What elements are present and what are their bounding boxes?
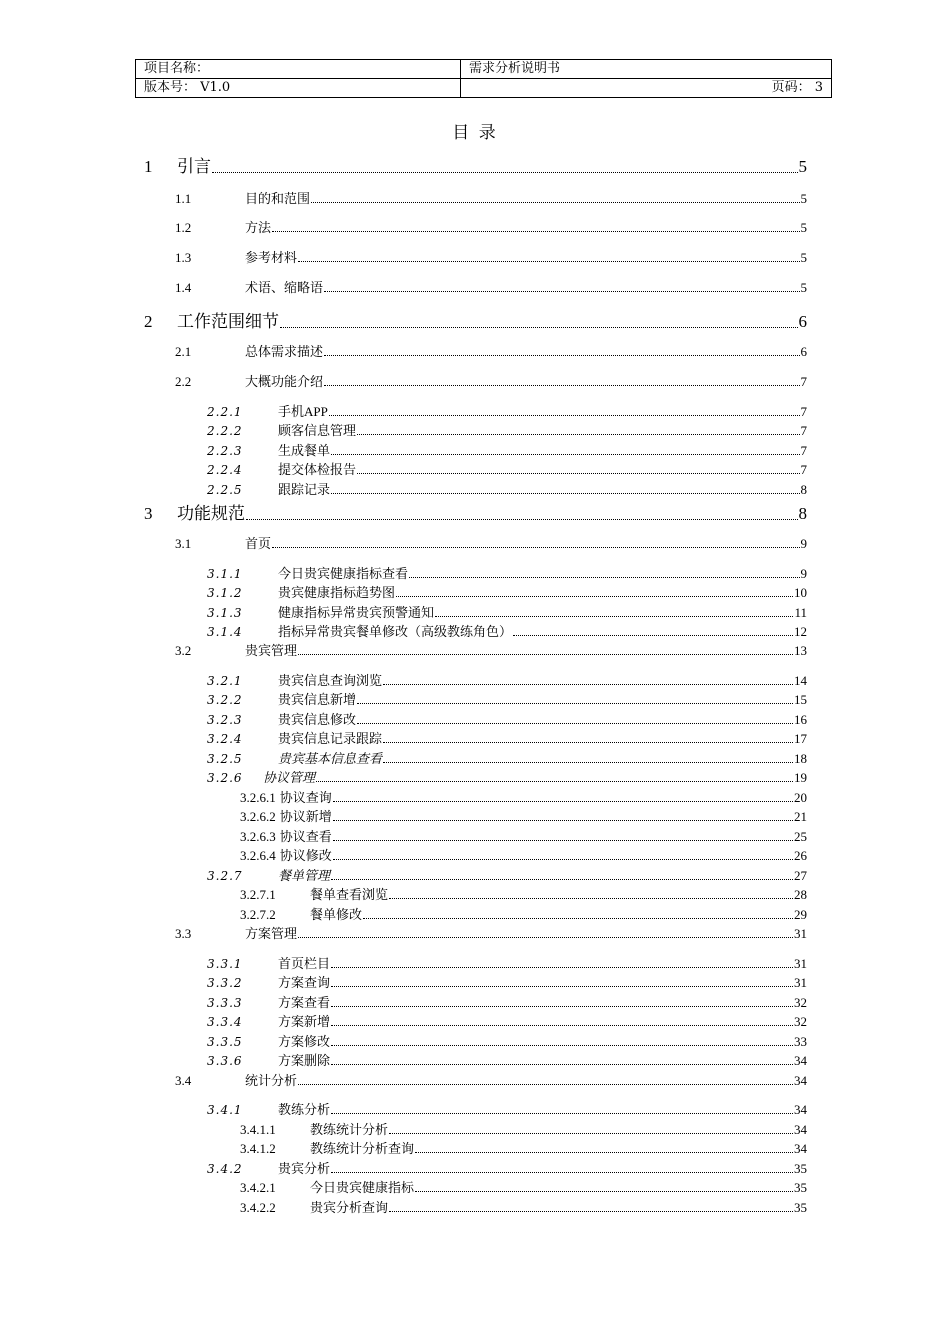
toc-leader-dots <box>331 1113 793 1114</box>
toc-leader-dots <box>324 355 799 356</box>
toc-leader-dots <box>316 781 793 782</box>
toc-leader-dots <box>333 859 793 860</box>
toc-entry[interactable] <box>207 689 807 708</box>
toc-leader-dots <box>298 654 793 655</box>
toc-entry-page: 5 <box>800 220 807 235</box>
toc-leader-dots <box>324 291 799 292</box>
toc-entry-number: 3.3 <box>175 926 192 941</box>
toc-leader-dots <box>333 801 793 802</box>
toc-entry-title: 贵宾信息新增 <box>278 692 357 707</box>
toc-entry-page: 26 <box>794 848 807 863</box>
toc-entry[interactable] <box>175 923 807 942</box>
toc-entry-page: 33 <box>794 1034 807 1049</box>
toc-leader-dots <box>383 684 793 685</box>
toc-entry-number: 3.3.6 <box>207 1054 243 1068</box>
toc-entry-title: 贵宾信息查询浏览 <box>278 673 383 688</box>
toc-leader-dots <box>331 879 793 880</box>
toc-leader-dots <box>298 937 793 938</box>
toc-entry-title: 贵宾基本信息查看 <box>278 751 383 766</box>
toc-leader-dots <box>415 1152 793 1153</box>
toc-entry[interactable] <box>207 1031 807 1050</box>
toc-entry-number: 3.4.2 <box>207 1162 243 1176</box>
toc-entry-number: 2.1 <box>175 344 192 359</box>
toc-entry-title: 贵宾信息记录跟踪 <box>278 731 383 746</box>
toc-entry-title: 教练统计分析 <box>310 1122 389 1137</box>
toc-entry-number: 1.4 <box>175 280 192 295</box>
toc-entry-number: 3.4.2.2 <box>240 1200 276 1215</box>
toc-entry[interactable] <box>207 582 807 601</box>
toc-leader-dots <box>331 986 793 987</box>
toc-entry-page: 31 <box>794 956 807 971</box>
toc-entry-title: 贵宾信息修改 <box>278 712 357 727</box>
toc-entry[interactable] <box>240 904 807 923</box>
toc-entry-page: 7 <box>800 462 807 477</box>
toc-entry[interactable] <box>175 533 807 552</box>
toc-entry-title: 方法 <box>245 220 272 235</box>
toc-title: 目 录 <box>452 123 498 143</box>
toc-entry-page: 14 <box>794 673 807 688</box>
toc-entry[interactable] <box>207 440 807 459</box>
toc-entry[interactable] <box>207 953 807 972</box>
toc-entry[interactable] <box>207 602 807 621</box>
toc-entry-page: 21 <box>794 809 807 824</box>
toc-entry-page: 11 <box>794 605 807 620</box>
toc-entry-page: 32 <box>794 1014 807 1029</box>
toc-leader-dots <box>324 385 799 386</box>
toc-leader-dots <box>331 1025 793 1026</box>
toc-entry-page: 7 <box>800 443 807 458</box>
toc-entry[interactable] <box>207 1011 807 1030</box>
page-number-label: 页码： 3 <box>461 79 832 98</box>
toc-entry-title: 引言 <box>177 157 211 176</box>
toc-leader-dots <box>331 454 799 455</box>
toc-entry[interactable] <box>207 479 807 498</box>
toc-entry-title: 统计分析 <box>245 1073 298 1088</box>
toc-leader-dots <box>333 840 793 841</box>
toc-leader-dots <box>396 596 793 597</box>
toc-entry-number: 3.2.7.2 <box>240 907 276 922</box>
toc-entry-page: 6 <box>798 312 807 331</box>
toc-entry[interactable] <box>175 640 807 659</box>
toc-entry-title: 餐单修改 <box>310 907 363 922</box>
toc-entry-title: 功能规范 <box>177 504 245 523</box>
toc-leader-dots <box>212 172 798 173</box>
toc-entry-title: 贵宾分析 <box>278 1161 331 1176</box>
toc-entry[interactable] <box>144 499 807 524</box>
toc-entry-number: 3.3.3 <box>207 996 243 1010</box>
toc-entry-page: 34 <box>794 1053 807 1068</box>
toc-entry-number: 3.1.2 <box>207 586 243 600</box>
toc-entry[interactable] <box>207 459 807 478</box>
toc-entry[interactable] <box>175 277 807 296</box>
toc-entry-number: 3.4.1.2 <box>240 1141 276 1156</box>
toc-leader-dots <box>513 635 793 636</box>
toc-entry-number: 3.2.3 <box>207 713 243 727</box>
toc-entry-title: 教练统计分析查询 <box>310 1141 415 1156</box>
toc-entry-page: 32 <box>794 995 807 1010</box>
toc-entry-page: 7 <box>800 404 807 419</box>
toc-entry[interactable] <box>240 1119 807 1138</box>
toc-leader-dots <box>333 820 793 821</box>
toc-entry-page: 20 <box>794 790 807 805</box>
toc-entry[interactable] <box>207 767 807 786</box>
toc-leader-dots <box>280 327 798 328</box>
toc-entry-number: 3.2.7 <box>207 869 243 883</box>
toc-entry-page: 10 <box>794 585 807 600</box>
toc-entry-number: 3.2.6.4 <box>240 848 276 863</box>
toc-entry-page: 7 <box>800 374 807 389</box>
toc-entry-page: 27 <box>794 868 807 883</box>
toc-entry-title: 首页 <box>245 536 272 551</box>
toc-leader-dots <box>389 898 793 899</box>
toc-entry-number: 3.1.4 <box>207 625 243 639</box>
toc-entry-page: 31 <box>794 975 807 990</box>
toc-entry-number: 3.1.1 <box>207 567 243 581</box>
toc-entry-number: 1.3 <box>175 250 192 265</box>
toc-entry-number: 2.2.2 <box>207 424 243 438</box>
toc-entry[interactable] <box>144 307 807 332</box>
toc-entry[interactable] <box>175 247 807 266</box>
toc-entry[interactable] <box>207 972 807 991</box>
toc-entry[interactable] <box>207 670 807 689</box>
toc-entry[interactable] <box>207 621 807 640</box>
toc-leader-dots <box>357 703 793 704</box>
toc-entry-title: 目的和范围 <box>245 191 311 206</box>
toc-entry[interactable] <box>207 748 807 767</box>
toc-entry-number: 1.2 <box>175 220 192 235</box>
toc-entry-number: 3.2.5 <box>207 752 243 766</box>
toc-leader-dots <box>331 1045 793 1046</box>
toc-leader-dots <box>389 1211 793 1212</box>
toc-entry-title: 手机APP <box>278 404 328 419</box>
toc-entry-page: 35 <box>794 1161 807 1176</box>
toc-entry[interactable] <box>240 787 807 806</box>
version-label: 版本号： V1.0 <box>136 79 461 98</box>
toc-entry-number: 3.3.2 <box>207 976 243 990</box>
toc-entry-title: 餐单查看浏览 <box>310 887 389 902</box>
toc-entry-page: 19 <box>794 770 807 785</box>
toc-leader-dots <box>415 1191 793 1192</box>
toc-entry-title: 方案新增 <box>278 1014 331 1029</box>
toc-entry-title: 协议查询 <box>279 790 332 805</box>
toc-leader-dots <box>246 519 798 520</box>
toc-entry[interactable] <box>207 992 807 1011</box>
toc-leader-dots <box>272 547 799 548</box>
toc-entry-page: 5 <box>800 280 807 295</box>
toc-entry[interactable] <box>175 1070 807 1089</box>
toc-entry-number: 3.2.6 <box>207 771 243 785</box>
toc-entry[interactable] <box>240 806 807 825</box>
toc-entry-number: 2.2.3 <box>207 444 243 458</box>
toc-entry-number: 3.2.6.3 <box>240 829 276 844</box>
toc-entry-title: 总体需求描述 <box>245 344 324 359</box>
toc-entry-page: 7 <box>800 423 807 438</box>
toc-entry-number: 3.2 <box>175 643 192 658</box>
toc-entry[interactable] <box>175 341 807 360</box>
toc-entry-page: 5 <box>800 250 807 265</box>
toc-leader-dots <box>298 261 799 262</box>
toc-entry-page: 12 <box>794 624 807 639</box>
toc-entry-page: 34 <box>794 1073 807 1088</box>
toc-entry-page: 5 <box>800 191 807 206</box>
toc-entry-title: 参考材料 <box>245 250 298 265</box>
toc-entry[interactable] <box>144 152 807 177</box>
toc-entry-title: 今日贵宾健康指标查看 <box>278 566 409 581</box>
toc-entry-page: 28 <box>794 887 807 902</box>
toc-entry-page: 34 <box>794 1122 807 1137</box>
toc-entry-title: 方案删除 <box>278 1053 331 1068</box>
toc-entry-title: 协议修改 <box>279 848 332 863</box>
toc-entry-page: 15 <box>794 692 807 707</box>
toc-leader-dots <box>383 742 793 743</box>
toc-leader-dots <box>409 577 799 578</box>
toc-entry[interactable] <box>240 826 807 845</box>
toc-entry-number: 3.3.1 <box>207 957 243 971</box>
toc-leader-dots <box>272 231 799 232</box>
toc-entry-page: 16 <box>794 712 807 727</box>
toc-entry-number: 3.2.6.2 <box>240 809 276 824</box>
toc-entry[interactable] <box>207 865 807 884</box>
toc-leader-dots <box>331 493 799 494</box>
toc-leader-dots <box>357 434 799 435</box>
toc-entry-title: 指标异常贵宾餐单修改（高级教练角色） <box>278 624 513 639</box>
toc-entry-title: 方案查询 <box>278 975 331 990</box>
toc-leader-dots <box>331 1064 793 1065</box>
toc-entry-page: 35 <box>794 1200 807 1215</box>
toc-entry[interactable] <box>207 1099 807 1118</box>
toc-leader-dots <box>363 918 793 919</box>
toc-entry-page: 8 <box>800 482 807 497</box>
doc-title: 需求分析说明书 <box>461 60 832 79</box>
toc-leader-dots <box>331 1006 793 1007</box>
toc-entry-page: 17 <box>794 731 807 746</box>
toc-entry-number: 3.4.1.1 <box>240 1122 276 1137</box>
toc-entry-number: 3.2.1 <box>207 674 243 688</box>
toc-entry[interactable] <box>207 1158 807 1177</box>
toc-leader-dots <box>331 1172 793 1173</box>
toc-entry-title: 大概功能介绍 <box>245 374 324 389</box>
toc-entry-number: 3.1 <box>175 536 192 551</box>
toc-entry-title: 顾客信息管理 <box>278 423 357 438</box>
toc-entry-title: 方案管理 <box>245 926 298 941</box>
toc-entry-page: 35 <box>794 1180 807 1195</box>
toc-entry-title: 健康指标异常贵宾预警通知 <box>278 605 435 620</box>
toc-entry-title: 生成餐单 <box>278 443 331 458</box>
toc-leader-dots <box>331 967 793 968</box>
toc-leader-dots <box>435 616 793 617</box>
toc-entry-number: 2.2 <box>175 374 192 389</box>
toc-entry-title: 贵宾管理 <box>245 643 298 658</box>
toc-entry-title: 方案查看 <box>278 995 331 1010</box>
toc-entry-number: 3.3.4 <box>207 1015 243 1029</box>
toc-entry-number: 2.2.4 <box>207 463 243 477</box>
toc-entry[interactable] <box>175 371 807 390</box>
toc-entry-title: 首页栏目 <box>278 956 331 971</box>
toc-entry[interactable] <box>240 1138 807 1157</box>
toc-entry-title: 餐单管理 <box>278 868 331 883</box>
toc-entry-number: 3.2.2 <box>207 693 243 707</box>
toc-entry-page: 34 <box>794 1141 807 1156</box>
toc-entry-title: 贵宾健康指标趋势图 <box>278 585 396 600</box>
toc-entry-page: 29 <box>794 907 807 922</box>
toc-entry-page: 9 <box>800 536 807 551</box>
toc-entry-number: 2.2.1 <box>207 405 243 419</box>
toc-entry-number: 3.2.6.1 <box>240 790 276 805</box>
toc-entry-page: 34 <box>794 1102 807 1117</box>
toc-entry[interactable] <box>207 709 807 728</box>
toc-entry[interactable] <box>207 420 807 439</box>
toc-entry-number: 3.4.1 <box>207 1103 243 1117</box>
toc-entry-number: 3 <box>144 504 153 523</box>
project-name-label: 项目名称： <box>136 60 461 79</box>
toc-entry-number: 3.4.2.1 <box>240 1180 276 1195</box>
toc-leader-dots <box>311 202 799 203</box>
toc-leader-dots <box>383 762 793 763</box>
toc-entry[interactable] <box>207 728 807 747</box>
toc-leader-dots <box>357 473 799 474</box>
toc-leader-dots <box>357 723 793 724</box>
toc-entry[interactable] <box>207 401 807 420</box>
toc-entry-title: 今日贵宾健康指标 <box>310 1180 415 1195</box>
toc-entry-title: 术语、缩略语 <box>245 280 324 295</box>
toc-entry-number: 1.1 <box>175 191 192 206</box>
toc-entry-number: 3.4 <box>175 1073 192 1088</box>
toc-entry-page: 25 <box>794 829 807 844</box>
toc-entry-title: 跟踪记录 <box>278 482 331 497</box>
toc-entry-number: 2.2.5 <box>207 483 243 497</box>
toc-entry-page: 31 <box>794 926 807 941</box>
toc-entry-title: 协议新增 <box>279 809 332 824</box>
toc-entry[interactable] <box>207 563 807 582</box>
toc-entry-title: 协议查看 <box>279 829 332 844</box>
toc-entry-page: 5 <box>798 157 807 176</box>
toc-entry-number: 3.1.3 <box>207 606 243 620</box>
toc-entry-page: 18 <box>794 751 807 766</box>
toc-leader-dots <box>389 1133 793 1134</box>
toc-entry[interactable] <box>240 1197 807 1216</box>
toc-leader-dots <box>298 1084 793 1085</box>
toc-leader-dots <box>329 415 800 416</box>
toc-entry-title: 工作范围细节 <box>177 312 279 331</box>
toc-entry-page: 6 <box>800 344 807 359</box>
toc-entry-number: 1 <box>144 157 153 176</box>
toc-entry[interactable] <box>175 217 807 236</box>
toc-entry-number: 3.2.4 <box>207 732 243 746</box>
toc-entry[interactable] <box>240 1177 807 1196</box>
toc-entry-page: 9 <box>800 566 807 581</box>
toc-entry[interactable] <box>240 845 807 864</box>
toc-entry-title: 教练分析 <box>278 1102 331 1117</box>
toc-entry-number: 3.3.5 <box>207 1035 243 1049</box>
toc-entry-title: 贵宾分析查询 <box>310 1200 389 1215</box>
toc-entry[interactable] <box>207 1050 807 1069</box>
toc-entry-page: 13 <box>794 643 807 658</box>
toc-entry-number: 2 <box>144 312 153 331</box>
toc-entry-title: 方案修改 <box>278 1034 331 1049</box>
toc-entry[interactable] <box>175 188 807 207</box>
toc-entry-title: 提交体检报告 <box>278 462 357 477</box>
toc-entry[interactable] <box>240 884 807 903</box>
toc-entry-number: 3.2.7.1 <box>240 887 276 902</box>
toc-entry-page: 8 <box>798 504 807 523</box>
toc-entry-title: 协议管理 <box>263 770 316 785</box>
